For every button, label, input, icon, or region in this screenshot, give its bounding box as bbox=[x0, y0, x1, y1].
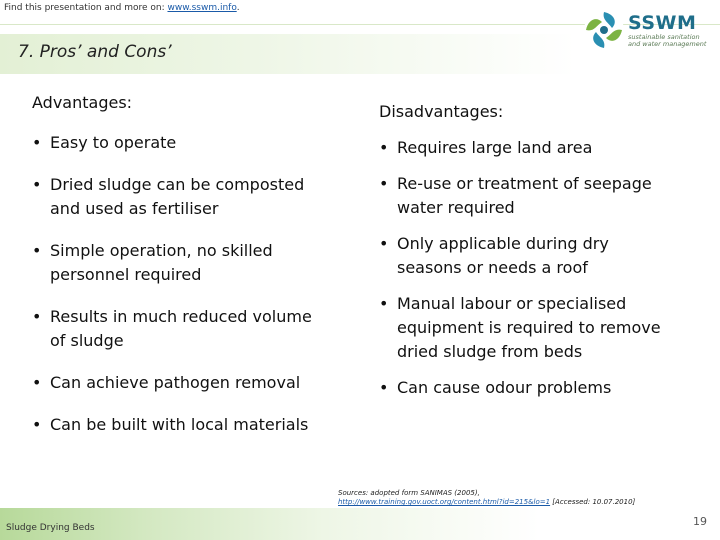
disadvantage-line: water required bbox=[397, 198, 515, 217]
disadvantage-item bbox=[379, 292, 714, 364]
advantage-item bbox=[32, 131, 352, 155]
sswm-logo-icon bbox=[582, 8, 626, 52]
bullet-dot: • bbox=[32, 415, 42, 434]
disadvantage-line: Re-use or treatment of seepage bbox=[397, 174, 652, 193]
logo-name: SSWM bbox=[628, 12, 697, 34]
disadvantage-item bbox=[379, 376, 709, 400]
bullet-dot: • bbox=[379, 234, 389, 253]
footer-band bbox=[0, 508, 720, 540]
advantage-line: personnel required bbox=[50, 265, 202, 284]
advantage-item bbox=[32, 305, 362, 353]
advantages-heading: Advantages: bbox=[32, 93, 133, 112]
sswm-link[interactable]: www.sswm.info bbox=[167, 3, 237, 13]
top-bar bbox=[4, 3, 240, 13]
advantage-line: of sludge bbox=[50, 331, 124, 350]
bullet-dot: • bbox=[379, 138, 389, 157]
disadvantage-line: seasons or needs a roof bbox=[397, 258, 588, 277]
advantage-line: Dried sludge can be composted bbox=[50, 175, 305, 194]
topbar-suffix: . bbox=[236, 3, 240, 13]
advantage-line: Results in much reduced volume bbox=[50, 307, 312, 326]
advantage-line: Can be built with local materials bbox=[50, 415, 309, 434]
sources-link[interactable]: http://www.training.gov.uoct.org/content.html?id=215&lo=1 bbox=[338, 498, 551, 506]
footer-label: Sludge Drying Beds bbox=[6, 523, 95, 533]
sources-note bbox=[338, 489, 635, 507]
advantage-item bbox=[32, 371, 352, 395]
bullet-dot: • bbox=[379, 378, 389, 397]
bullet-dot: • bbox=[379, 294, 389, 313]
disadvantage-line: dried sludge from beds bbox=[397, 342, 583, 361]
logo-tagline-1: sustainable sanitation bbox=[628, 33, 700, 41]
bullet-dot: • bbox=[32, 307, 42, 326]
bullet-dot: • bbox=[32, 175, 42, 194]
bullet-dot: • bbox=[32, 133, 42, 152]
disadvantage-item bbox=[379, 172, 709, 220]
disadvantage-line: equipment is required to remove bbox=[397, 318, 661, 337]
advantage-line: Simple operation, no skilled bbox=[50, 241, 273, 260]
disadvantage-line: Only applicable during dry bbox=[397, 234, 609, 253]
disadvantage-line: Requires large land area bbox=[397, 138, 593, 157]
logo-tagline-2: and water management bbox=[628, 40, 707, 48]
disadvantage-item bbox=[379, 136, 709, 160]
bullet-dot: • bbox=[379, 174, 389, 193]
bullet-dot: • bbox=[32, 373, 42, 392]
advantage-line: Can achieve pathogen removal bbox=[50, 373, 301, 392]
sources-line-1: Sources: adopted form SANIMAS (2005), bbox=[338, 489, 480, 497]
advantage-item bbox=[32, 173, 352, 221]
advantage-item bbox=[32, 239, 352, 287]
sources-accessed: [Accessed: 10.07.2010] bbox=[550, 498, 636, 506]
advantage-line: Easy to operate bbox=[50, 133, 177, 152]
slide-title: 7. Pros’ and Cons’ bbox=[18, 42, 172, 62]
sources-line-2 bbox=[338, 498, 635, 507]
disadvantage-line: Can cause odour problems bbox=[397, 378, 612, 397]
disadvantages-heading: Disadvantages: bbox=[379, 102, 504, 121]
advantage-line: and used as fertiliser bbox=[50, 199, 219, 218]
topbar-prefix: Find this presentation and more on: bbox=[4, 3, 168, 13]
disadvantage-item bbox=[379, 232, 709, 280]
bullet-dot: • bbox=[32, 241, 42, 260]
advantage-item bbox=[32, 413, 372, 437]
sswm-logo bbox=[582, 6, 718, 54]
page-number: 19 bbox=[693, 515, 707, 528]
disadvantage-line: Manual labour or specialised bbox=[397, 294, 627, 313]
